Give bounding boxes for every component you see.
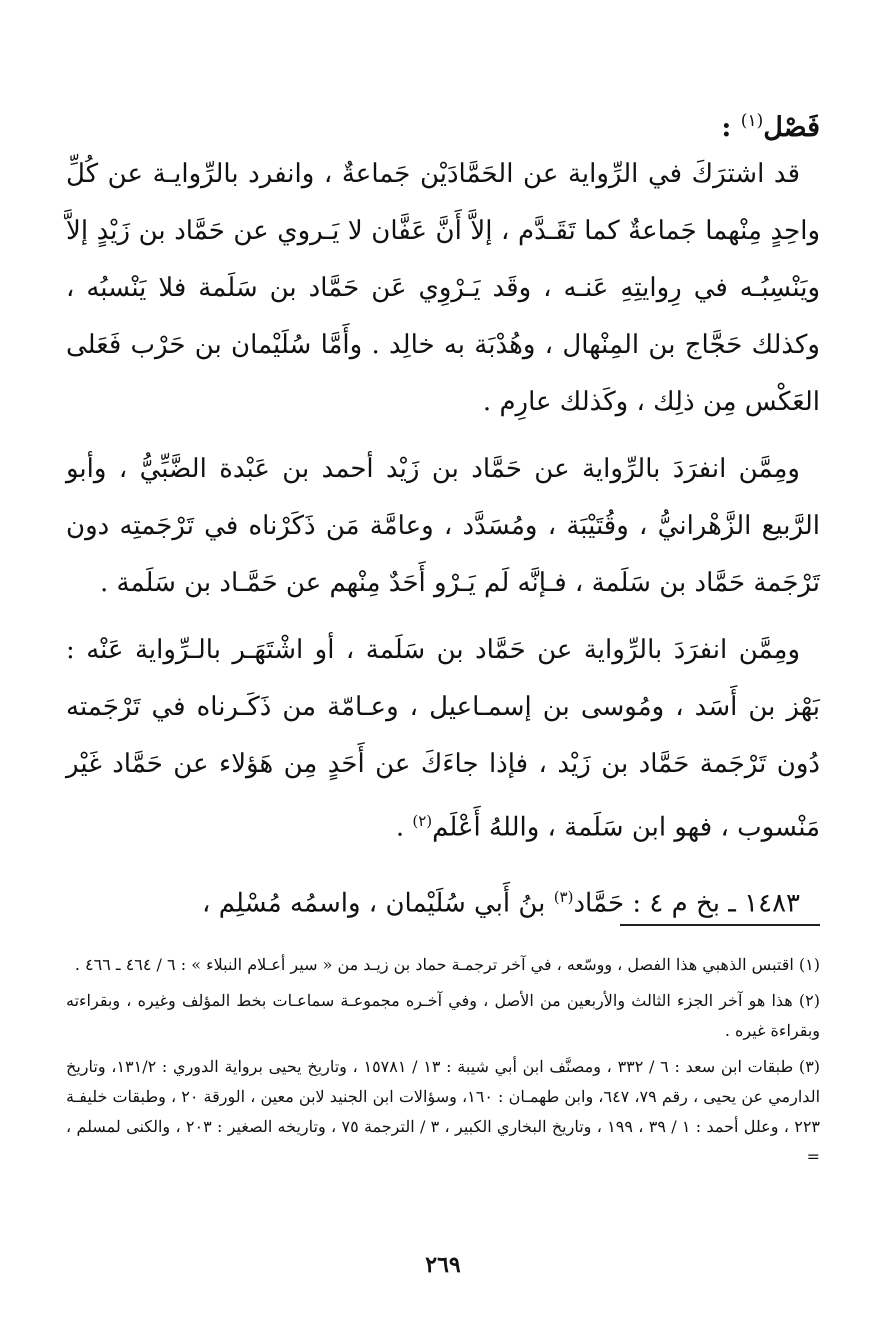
paragraph-3 bbox=[66, 622, 820, 857]
footnote-2: (٢) هذا هو آخر الجزء الثالث والأربعين من الأصل ، وفي آخـره مجموعـة سماعـات بخط المؤلف وغيره ، وبقراءته وبقراءة غيره . bbox=[66, 991, 820, 1040]
paragraph-3-text: ومِمَّن انفرَدَ بالرِّواية عن حَمَّاد بن سَلَمة ، أو اشْتَهَـر بالـرِّواية عَنْه : بَهْز بن أَسَد ، ومُوسى بن إسمـاعيل ، وعـامّة من ذَكَـرناه في تَرْجَمته دُون تَرْجَمة حَمَّاد بن زَيْد ، فإذا جاءَكَ عن أَحَدٍ مِن هَؤلاء عن حَمَّاد غَيْر مَنْسوب ، فهو ابن سَلَمة ، واللهُ أَعْلَم bbox=[66, 635, 820, 843]
section-heading bbox=[66, 96, 820, 146]
footnotes bbox=[66, 950, 820, 1178]
page-number: ٢٦٩ bbox=[425, 1252, 461, 1278]
footnote-1: (١) اقتبس الذهبي هذا الفصل ، ووسّعه ، في آخر ترجمـة حماد بن زيـد من « سير أعـلام النبلاء » : ٦ / ٤٦٤ ـ ٤٦٦ . bbox=[74, 955, 820, 974]
paragraph-1: قد اشترَكَ في الرِّواية عن الحَمَّادَيْن جَماعةٌ ، وانفرد بالرِّوايـة عن كُلِّ واحِدٍ مِنْهما جَماعةٌ كما تَقَـدَّم ، إلاَّ أَنَّ عَفَّان لا يَـروي عن حَمَّاد بن زَيْدٍ إلاَّ ويَنْسِبُـه في رِوايتِهِ عَنـه ، وقَد يَـرْوِي عَن حَمَّاد بن سَلَمة فلا يَنْسبُه ، وكذلك حَجَّاج بن المِنْهال ، وهُدْبَة به خالِد . وأَمَّا سُلَيْمان بن حَرْب فَعَلى العَكْس مِن ذلِك ، وكَذلك عارِم . bbox=[66, 159, 820, 417]
biography-entry bbox=[66, 869, 820, 933]
paragraph-3-end: . bbox=[395, 812, 413, 843]
section-colon: : bbox=[721, 112, 741, 143]
footnote-ref-3[interactable]: (٣) bbox=[553, 887, 574, 906]
footnote-3: (٣) طبقات ابن سعد : ٦ / ٣٣٢ ، ومصنَّف ابن أبي شيبة : ١٣ / ١٥٧٨١ ، وتاريخ يحيى برواية الدوري : ١٣١/٢، وتاريخ الدارمي عن يحيى ، رقم ٧٩، ٦٤٧، وابن طهمـان : ١٦٠، وسؤالات ابن الجنيد لابن معين ، الورقة ٢٠ ، وطبقات خليفـة ٢٢٣ ، وعلل أحمد : ١ / ٣٩ ، ١٩٩ ، وتاريخ البخاري الكبير ، ٣ / الترجمة ٧٥ ، وتاريخه الصغير : ٢٠٣ ، والكنى لمسلم ، = bbox=[66, 1057, 821, 1166]
entry-heading: ١٤٨٣ ـ بخ م ٤ : حَمَّاد bbox=[573, 888, 800, 919]
entry-text: بنُ أَبي سُلَيْمان ، واسمُه مُسْلِم ، bbox=[202, 888, 554, 919]
section-title: فَصْل bbox=[763, 112, 820, 143]
footnote-ref-1[interactable]: (١) bbox=[740, 111, 764, 131]
paragraph-2: ومِمَّن انفرَدَ بالرِّواية عن حَمَّاد بن زَيْد أحمد بن عَبْدة الضَّبِّيُّ ، وأبو الرَّبيع الزَّهْرانيُّ ، وقُتَيْبَة ، ومُسَدَّد ، وعامَّة مَن ذَكَرْناه في تَرْجَمتِه دون تَرْجَمة حَمَّاد بن سَلَمة ، فـإنَّه لَم يَـرْو أَحَدٌ مِنْهم عن حَمَّـاد بن سَلَمة . bbox=[66, 454, 820, 598]
main-text bbox=[66, 96, 820, 932]
footnote-divider bbox=[620, 924, 820, 926]
footnote-ref-2[interactable]: (٢) bbox=[412, 812, 433, 830]
